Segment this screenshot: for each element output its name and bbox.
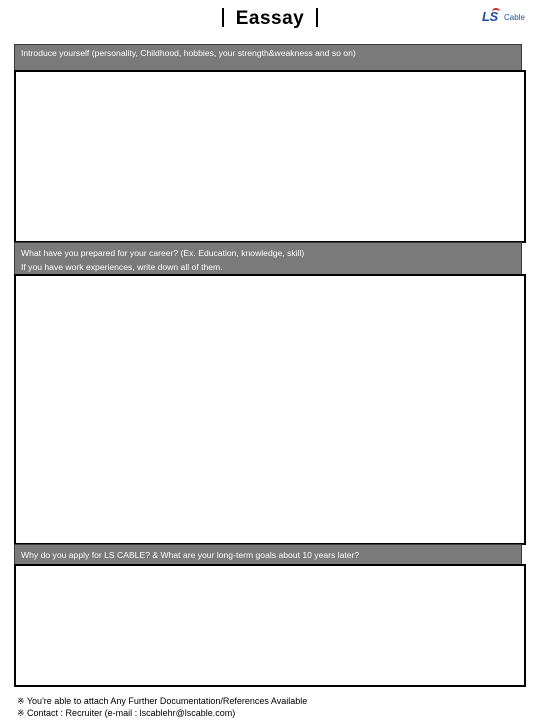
footer-notes — [17, 695, 307, 719]
section-1-header — [14, 44, 522, 71]
ls-cable-logo — [482, 9, 528, 25]
logo-swoosh-icon — [492, 8, 500, 15]
page-title-text: Eassay — [235, 8, 305, 29]
title-right-bar — [316, 8, 318, 27]
logo-mark: LS — [482, 9, 498, 24]
title-left-bar — [222, 8, 224, 27]
section-2-answer-box[interactable] — [14, 274, 526, 545]
page-title — [0, 8, 540, 30]
section-3-prompt: Why do you apply for LS CABLE? & What are your long-term goals about 10 years later? — [21, 550, 360, 560]
section-1-prompt: Introduce yourself (personality, Childhood, hobbies, your strength&weakness and so on) — [21, 48, 356, 58]
section-1-answer-box[interactable] — [14, 70, 526, 243]
section-2-prompt-line-1: What have you prepared for your career? (Ex. Education, knowledge, skill) — [21, 248, 305, 258]
section-2-prompt-line-2: If you have work experiences, write down all of them. — [21, 262, 223, 272]
note-contact: ※ Contact : Recruiter (e-mail : lscablehr@lscable.com) — [17, 708, 236, 718]
section-2-header — [14, 242, 522, 275]
note-attach: ※ You're able to attach Any Further Documentation/References Available — [17, 696, 308, 706]
section-3-answer-box[interactable] — [14, 564, 526, 687]
logo-text: Cable — [504, 13, 525, 22]
section-3-header — [14, 544, 522, 565]
